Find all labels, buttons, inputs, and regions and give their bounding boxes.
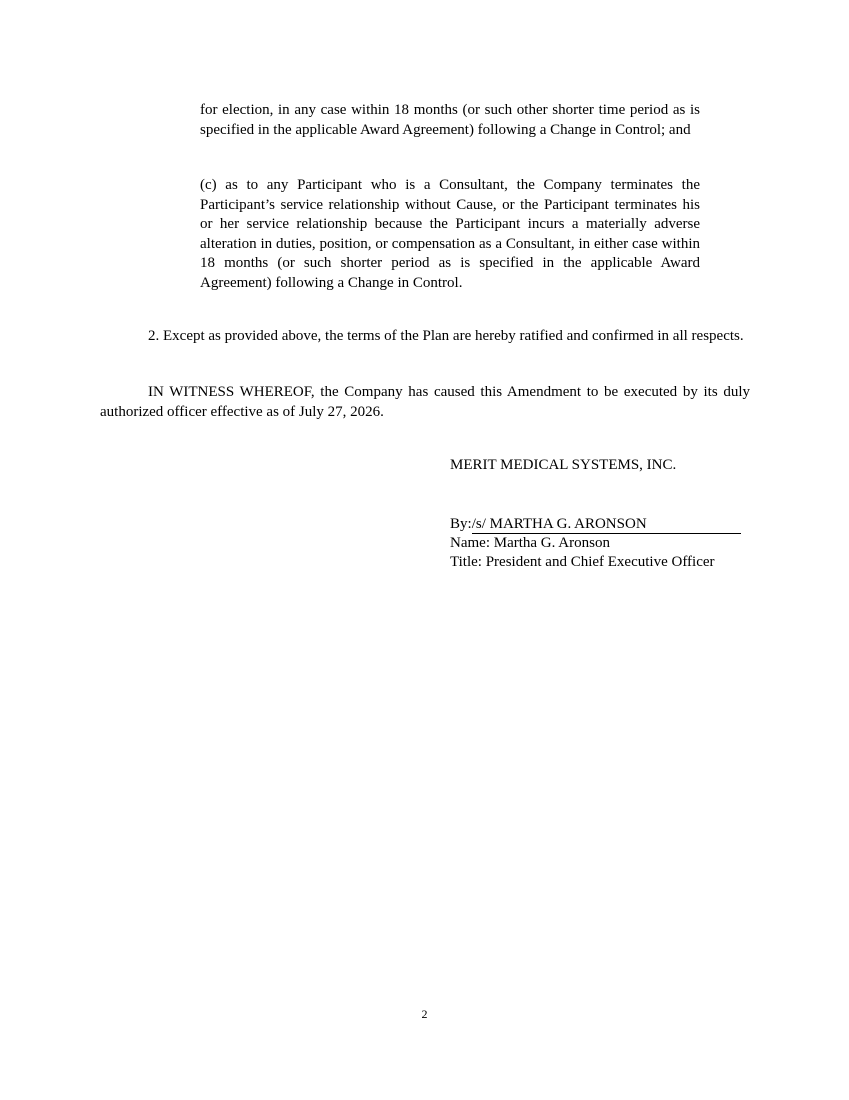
clause-b-continuation: for election, in any case within 18 months (or such other shorter time period as is specified in the applicable Award Agreement) following a Change in Control; and: [200, 102, 700, 138]
signature-value: /s/ MARTHA G. ARONSON: [472, 516, 741, 534]
company-name: MERIT MEDICAL SYSTEMS, INC.: [450, 457, 677, 473]
signatory-title: Title: President and Chief Executive Officer: [450, 554, 715, 570]
signature-by-label: By:: [450, 516, 472, 532]
section-2-paragraph: 2. Except as provided above, the terms of the Plan are hereby ratified and confirmed in all respects.: [148, 328, 744, 344]
witness-paragraph: IN WITNESS WHEREOF, the Company has caused this Amendment to be executed by its duly authorized officer effective as of July 27, 2026.: [100, 384, 750, 420]
signatory-name: Name: Martha G. Aronson: [450, 535, 610, 551]
clause-c: (c) as to any Participant who is a Consultant, the Company terminates the Participant’s service relationship without Cause, or the Participant terminates his or her service relationship because the Participant incurs a materially adverse alteration in duties, position, or compensation as a Consultant, in either case within 18 months (or such shorter period as is specified in the applicable Award Agreement) following a Change in Control.: [200, 177, 700, 291]
page-number: 2: [421, 1007, 428, 1021]
signature-by-line: [450, 515, 750, 535]
